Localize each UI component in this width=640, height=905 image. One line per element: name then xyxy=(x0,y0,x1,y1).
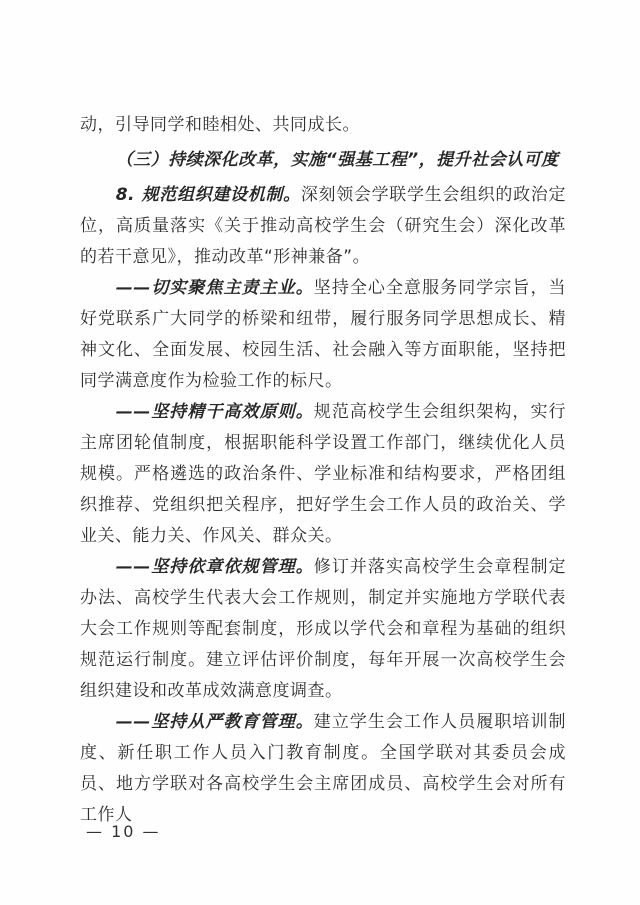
paragraph-lead: ——坚持精干高效原则。 xyxy=(115,402,314,422)
paragraph-text: 修订并落实高校学生会章程制定办法、高校学生代表大会工作规则，制定并实施地方学联代表大会工作规则等配套制度，形成以学代会和章程为基础的组织规范运行制度。建立评估评价制度，每年开展一次高校学生会组织建设和改革成效满意度调查。 xyxy=(80,557,567,701)
continued-paragraph: 动，引导同学和睦相处、共同成长。 xyxy=(80,115,360,135)
policy-paragraph xyxy=(80,552,566,707)
paragraph-lead: ——坚持依章依规管理。 xyxy=(115,557,314,577)
paragraph-lead: 8. 规范组织建设机制。 xyxy=(115,185,301,205)
section-heading: （三）持续深化改革，实施“强基工程”，提升社会认可度 xyxy=(115,150,559,170)
policy-paragraph xyxy=(80,397,566,552)
policy-paragraph xyxy=(80,273,566,397)
policy-paragraph xyxy=(80,707,566,831)
paragraph-text: 坚持全心全意服务同学宗旨，当好党联系广大同学的桥梁和纽带，履行服务同学思想成长、精神文化、全面发展、校园生活、社会融入等方面职能，坚持把同学满意度作为检验工作的标尺。 xyxy=(80,278,567,391)
paragraph-lead: ——切实聚焦主责主业。 xyxy=(115,278,314,298)
numbered-paragraph xyxy=(80,180,566,273)
paragraph-text: 规范高校学生会组织架构，实行主席团轮值制度，根据职能科学设置工作部门，继续优化人员规模。严格遴选的政治条件、学业标准和结构要求，严格团组织推荐、党组织把关程序，把好学生会工作人员的政治关、学业关、能力关、作风关、群众关。 xyxy=(80,402,567,546)
document-body xyxy=(80,110,566,831)
paragraph-text: 建立学生会工作人员履职培训制度、新任职工作人员入门教育制度。全国学联对其委员会成员、地方学联对各高校学生会主席团成员、高校学生会对所有工作人 xyxy=(80,712,567,825)
paragraph-text: 深刻领会学联学生会组织的政治定位，高质量落实《关于推动高校学生会（研究生会）深化改革的若干意见》，推动改革“形神兼备”。 xyxy=(80,185,566,267)
paragraph-lead: ——坚持从严教育管理。 xyxy=(115,712,314,732)
page-number: — 10 — xyxy=(86,822,161,841)
